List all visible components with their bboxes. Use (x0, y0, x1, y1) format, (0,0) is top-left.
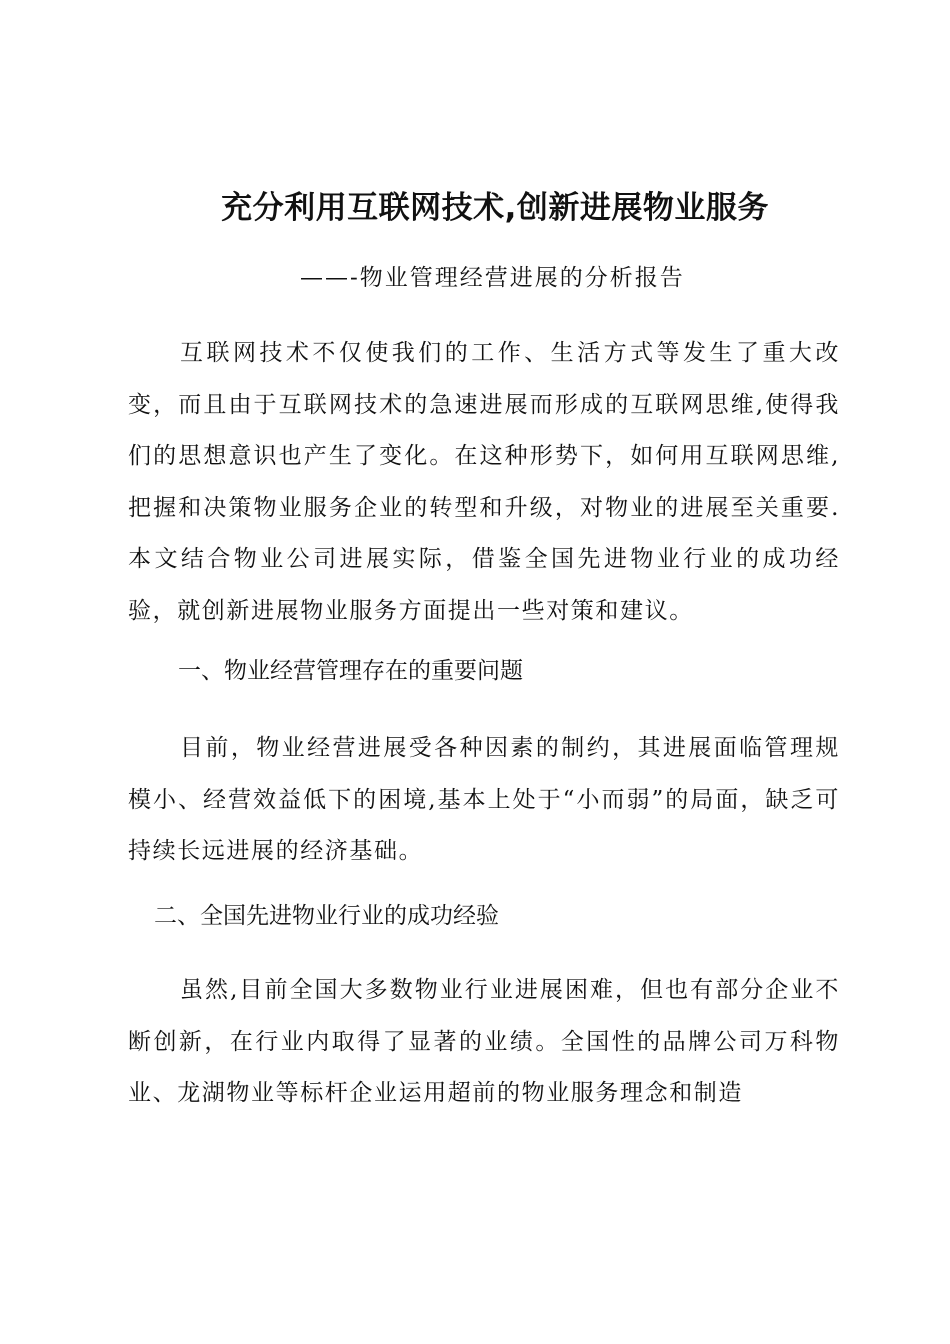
section-1-paragraph: 目前，物业经营进展受各种因素的制约，其进展面临管理规模小、经营效益低下的困境,基本上处于“小而弱”的局面，缺乏可持续长远进展的经济基础。 (128, 735, 840, 864)
document-subtitle: ——-物业管理经营进展的分析报告 (300, 265, 685, 291)
document-title: 充分利用互联网技术,创新进展物业服务 (221, 190, 769, 226)
section-heading-2: 二、全国先进物业行业的成功经验 (154, 903, 499, 929)
intro-paragraph: 互联网技术不仅使我们的工作、生活方式等发生了重大改变，而且由于互联网技术的急速进展而形成的互联网思维,使得我们的思想意识也产生了变化。在这种形势下，如何用互联网思维,把握和决策物业服务企业的转型和升级，对物业的进展至关重要.本文结合物业公司进展实际，借鉴全国先进物业行业的成功经验，就创新进展物业服务方面提出一些对策和建议。 (128, 340, 840, 624)
section-heading-1: 一、物业经营管理存在的重要问题 (178, 658, 523, 684)
section-2-paragraph: 虽然,目前全国大多数物业行业进展困难，但也有部分企业不断创新，在行业内取得了显著的业绩。全国性的品牌公司万科物业、龙湖物业等标杆企业运用超前的物业服务理念和制造 (128, 977, 840, 1106)
